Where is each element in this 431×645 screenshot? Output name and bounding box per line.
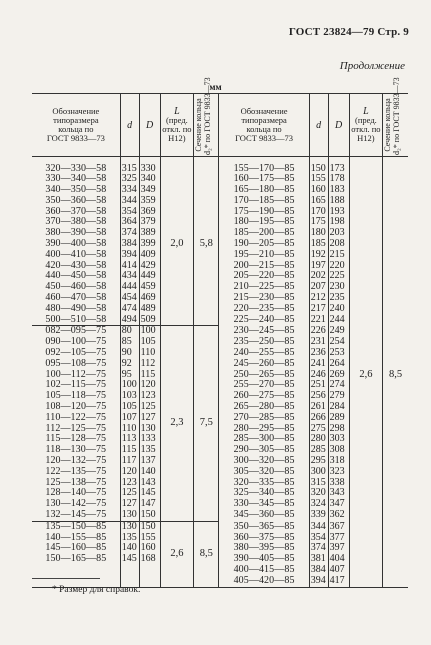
D-cell: 429 [139,261,160,272]
L-value: 2,0 [160,164,194,326]
d-cell: 315 [309,478,328,489]
D-cell [139,565,160,576]
d-cell: 207 [309,282,328,293]
d-cell: 339 [309,510,328,521]
D-cell: 303 [328,434,349,445]
designation-cell: 170—185—85 [219,196,309,207]
footnote-divider [32,578,100,579]
D-cell: 343 [328,488,349,499]
designation-cell: 180—195—85 [219,217,309,228]
designation-cell: 325—340—85 [219,488,309,499]
D-cell: 284 [328,402,349,413]
d-cell: 140 [120,543,139,554]
D-cell: 215 [328,250,349,261]
designation-cell: 110—122—75 [45,411,107,423]
designation-cell: 390—405—85 [219,554,309,565]
D-cell: 289 [328,413,349,424]
d-cell: 105 [120,402,139,413]
D-cell: 193 [328,207,349,218]
D-cell: 130 [139,424,160,435]
d-cell: 155 [309,174,328,185]
designation-cell: 450—460—58 [45,281,107,293]
d-cell: 103 [120,391,139,402]
designation-cell: 340—350—58 [45,184,107,196]
designation-cell: 400—410—58 [45,248,107,260]
d-cell: 344 [120,196,139,207]
d-cell: 130 [120,521,139,532]
D-cell: 178 [328,174,349,185]
d-cell: 90 [120,348,139,359]
header-L-right: L (пред. откл. по H12) [349,94,383,157]
designation-cell: 112—125—75 [45,422,107,434]
designation-cell: 200—215—85 [219,261,309,272]
D-cell: 347 [328,499,349,510]
d-cell: 374 [120,228,139,239]
D-cell: 225 [328,271,349,282]
d-cell: 354 [120,207,139,218]
designation-cell: 155—170—85 [219,164,309,175]
designation-cell: 285—300—85 [219,434,309,445]
d-cell: 295 [309,456,328,467]
D-cell: 137 [139,456,160,467]
d-cell: 275 [309,424,328,435]
D-cell: 150 [139,521,160,532]
designation-cell: 280—295—85 [219,424,309,435]
d-cell: 80 [120,326,139,337]
d-cell: 107 [120,413,139,424]
D-cell: 143 [139,478,160,489]
D-cell: 105 [139,337,160,348]
designation-cell: 330—345—85 [219,499,309,510]
header-D-right: D [328,94,349,157]
designation-cell: 102—115—75 [45,379,107,391]
designation-cell: 480—490—58 [45,302,107,314]
spacer-cell [349,157,383,164]
D-cell: 254 [328,337,349,348]
designation-cell: 320—330—58 [45,162,107,174]
d-cell: 344 [309,521,328,532]
d-cell: 325 [120,174,139,185]
d-cell: 434 [120,271,139,282]
D-cell: 123 [139,391,160,402]
units-label: мм [209,82,222,92]
d-cell: 130 [120,510,139,521]
d-cell: 120 [120,467,139,478]
D-cell: 133 [139,434,160,445]
designation-cell: 175—190—85 [219,207,309,218]
designation-cell: 405—420—85 [219,576,309,587]
designation-cell: 122—135—75 [45,465,107,477]
d-cell: 175 [309,217,328,228]
D-cell: 279 [328,391,349,402]
d-cell: 251 [309,380,328,391]
designation-cell: 185—200—85 [219,228,309,239]
d-cell: 261 [309,402,328,413]
d-cell: 95 [120,370,139,381]
designation-cell: 082—095—75 [32,326,120,337]
d-cell: 123 [120,478,139,489]
D-cell: 127 [139,413,160,424]
designation-cell: 145—160—85 [45,542,107,554]
designation-cell: 370—380—58 [45,216,107,228]
designation-cell: 270—285—85 [219,413,309,424]
designation-cell: 128—140—75 [45,487,107,499]
D-cell: 244 [328,315,349,326]
spacer-cell [194,157,219,164]
D-cell: 198 [328,217,349,228]
D-cell: 135 [139,445,160,456]
designation-cell: 215—230—85 [219,293,309,304]
D-cell: 253 [328,348,349,359]
d-cell: 280 [309,434,328,445]
D-cell: 459 [139,282,160,293]
D-cell: 362 [328,510,349,521]
D-cell: 308 [328,445,349,456]
designation-cell: 360—375—85 [219,533,309,544]
D-cell: 240 [328,304,349,315]
d-cell: 374 [309,543,328,554]
d-cell: 324 [309,499,328,510]
designation-cell: 500—510—58 [45,313,107,325]
designation-cell: 300—320—85 [219,456,309,467]
D-cell: 145 [139,488,160,499]
d-cell: 474 [120,304,139,315]
D-cell: 173 [328,164,349,175]
D-cell: 397 [328,543,349,554]
designation-cell: 360—370—58 [45,205,107,217]
d-cell: 113 [120,434,139,445]
D-cell: 409 [139,250,160,261]
spacer-cell [383,157,408,164]
designation-cell: 195—210—85 [219,250,309,261]
designation-cell: 250—265—85 [219,370,309,381]
d-cell [120,565,139,576]
d-cell: 127 [120,499,139,510]
d-cell: 384 [309,565,328,576]
d-cell: 266 [309,413,328,424]
d-cell: 300 [309,467,328,478]
designation-cell [32,565,120,576]
D-cell: 183 [328,185,349,196]
d-cell: 192 [309,250,328,261]
header-L-left: L (пред. откл. по H12) [160,94,194,157]
designation-cell: 225—240—85 [219,315,309,326]
d-cell: 381 [309,554,328,565]
D-cell: 323 [328,467,349,478]
designation-cell: 255—270—85 [219,380,309,391]
D-cell: 379 [139,217,160,228]
D-cell: 469 [139,293,160,304]
D-cell: 125 [139,402,160,413]
section-value: 8,5 [383,164,408,588]
D-cell: 112 [139,359,160,370]
d-cell: 221 [309,315,328,326]
d-cell: 241 [309,359,328,370]
D-cell: 220 [328,261,349,272]
designation-cell: 132—145—75 [45,509,107,520]
designation-cell: 380—390—58 [45,227,107,239]
designation-cell: 150—165—85 [45,553,107,565]
continuation-label: Продолжение [339,60,405,72]
d-cell: 165 [309,196,328,207]
section-value: 7,5 [194,326,219,521]
designation-cell: 095—108—75 [45,357,107,369]
designation-cell: 125—138—75 [45,476,107,488]
D-cell: 389 [139,228,160,239]
D-cell: 298 [328,424,349,435]
d-cell: 150 [309,164,328,175]
D-cell: 147 [139,499,160,510]
designation-cell: 320—335—85 [219,478,309,489]
designation-cell: 460—470—58 [45,292,107,304]
D-cell: 417 [328,576,349,587]
designation-cell: 210—225—85 [219,282,309,293]
spacer-cell [160,157,194,164]
D-cell: 369 [139,207,160,218]
designation-cell: 400—415—85 [219,565,309,576]
d-cell: 236 [309,348,328,359]
d-cell: 212 [309,293,328,304]
d-cell: 170 [309,207,328,218]
d-cell: 444 [120,282,139,293]
d-cell: 334 [120,185,139,196]
designation-cell: 115—128—75 [45,433,107,445]
header-designation-right: Обозначение типоразмера кольца по ГОСТ 9833—73 [219,94,309,157]
d-cell: 115 [120,445,139,456]
header-D-left: D [139,94,160,157]
d-cell: 185 [309,239,328,250]
D-cell: 235 [328,293,349,304]
D-cell: 188 [328,196,349,207]
designation-cell: 305—320—85 [219,467,309,478]
D-cell: 318 [328,456,349,467]
designation-cell: 165—180—85 [219,185,309,196]
d-cell: 202 [309,271,328,282]
designation-cell: 265—280—85 [219,402,309,413]
designation-cell: 350—365—85 [219,521,309,532]
designation-cell: 190—205—85 [219,239,309,250]
D-cell: 115 [139,370,160,381]
D-cell: 120 [139,380,160,391]
designation-cell: 135—150—85 [32,521,120,532]
d-cell: 125 [120,488,139,499]
D-cell: 264 [328,359,349,370]
d-cell: 85 [120,337,139,348]
designation-cell: 380—395—85 [219,543,309,554]
d-cell: 256 [309,391,328,402]
designation-cell: 245—260—85 [219,359,309,370]
designation-cell: 220—235—85 [219,304,309,315]
footnote: * Размер для справок. [52,585,141,595]
d-cell: 394 [120,250,139,261]
d-cell: 494 [120,315,139,326]
D-cell: 160 [139,543,160,554]
d-cell: 315 [120,164,139,175]
D-cell: 377 [328,533,349,544]
d-cell: 364 [120,217,139,228]
d-cell: 160 [309,185,328,196]
D-cell: 203 [328,228,349,239]
d-cell: 117 [120,456,139,467]
header-d-right: d [309,94,328,157]
D-cell: 274 [328,380,349,391]
D-cell: 489 [139,304,160,315]
d-cell: 320 [309,488,328,499]
designation-cell: 108—120—75 [45,401,107,413]
designation-cell: 092—105—75 [45,347,107,359]
designation-cell: 100—112—75 [45,368,107,380]
D-cell: 330 [139,164,160,175]
designation-cell: 205—220—85 [219,271,309,282]
d-cell: 217 [309,304,328,315]
d-cell: 354 [309,533,328,544]
L-value: 2,6 [160,521,194,587]
D-cell: 338 [328,478,349,489]
page-header: ГОСТ 23824—79 Стр. 9 [288,26,409,38]
D-cell: 155 [139,533,160,544]
designation-cell: 118—130—75 [45,444,107,456]
d-cell: 394 [309,576,328,587]
L-value: 2,3 [160,326,194,521]
designation-cell: 140—155—85 [45,531,107,543]
d-cell: 145 [120,554,139,565]
d-cell: 246 [309,370,328,381]
L-value: 2,6 [349,164,383,588]
D-cell: 509 [139,315,160,326]
designation-cell: 240—255—85 [219,348,309,359]
designation-cell: 130—142—75 [45,498,107,510]
d-cell: 384 [120,239,139,250]
D-cell: 230 [328,282,349,293]
d-cell: 100 [120,380,139,391]
designation-cell: 235—250—85 [219,337,309,348]
header-section-right: Сечение кольца d₂* по ГОСТ 9833—73 [383,94,408,157]
designation-cell: 090—100—75 [45,336,107,348]
D-cell: 110 [139,348,160,359]
header-d-left: d [120,94,139,157]
d-cell: 285 [309,445,328,456]
d-cell: 110 [120,424,139,435]
d-cell: 180 [309,228,328,239]
header-section-left: Сечение кольца d₂* по ГОСТ 9833—73 [194,94,219,157]
table-header-row [32,94,408,157]
designation-cell: 260—275—85 [219,391,309,402]
designation-cell: 290—305—85 [219,445,309,456]
d-cell: 135 [120,533,139,544]
header-designation-left: Обозначение типоразмера кольца по ГОСТ 9833—73 [32,94,120,157]
D-cell: 349 [139,185,160,196]
section-value: 5,8 [194,164,219,326]
D-cell: 150 [139,510,160,521]
designation-cell: 350—360—58 [45,194,107,206]
D-cell: 359 [139,196,160,207]
designation-cell: 105—118—75 [45,390,107,402]
d-cell: 226 [309,326,328,337]
D-cell: 100 [139,326,160,337]
D-cell: 367 [328,521,349,532]
D-cell: 269 [328,370,349,381]
D-cell: 249 [328,326,349,337]
designation-cell: 120—132—75 [45,455,107,467]
d-cell: 454 [120,293,139,304]
designation-cell: 420—430—58 [45,259,107,271]
section-value: 8,5 [194,521,219,587]
designation-cell: 330—340—58 [45,173,107,185]
d-cell: 414 [120,261,139,272]
designation-cell: 230—245—85 [219,326,309,337]
D-cell [139,576,160,587]
D-cell: 399 [139,239,160,250]
designation-cell: 345—360—85 [219,510,309,521]
D-cell: 208 [328,239,349,250]
d-cell: 231 [309,337,328,348]
D-cell: 140 [139,467,160,478]
D-cell: 340 [139,174,160,185]
D-cell: 407 [328,565,349,576]
D-cell: 404 [328,554,349,565]
d-cell: 197 [309,261,328,272]
D-cell: 168 [139,554,160,565]
designation-cell: 160—175—85 [219,174,309,185]
designation-cell: 390—400—58 [45,238,107,250]
d-cell: 92 [120,359,139,370]
designation-cell: 440—450—58 [45,270,107,282]
D-cell: 449 [139,271,160,282]
